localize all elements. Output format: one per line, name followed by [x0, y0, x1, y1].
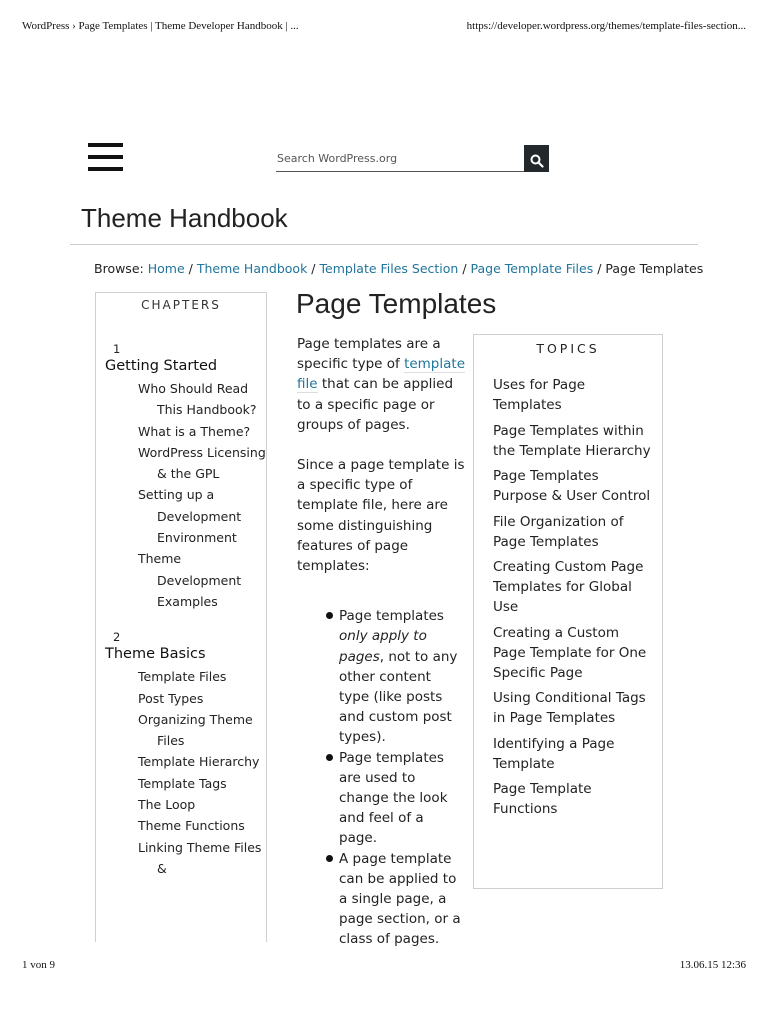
- chapter-item[interactable]: Who Should Read This Handbook?: [138, 381, 257, 418]
- topics-box: [473, 334, 663, 889]
- intro-paragraph: [297, 334, 465, 435]
- chapter-item[interactable]: Theme Functions: [138, 818, 245, 834]
- breadcrumb-separator: /: [597, 261, 602, 276]
- intro-text: Page templates are a specific type of: [297, 336, 441, 373]
- breadcrumb-link-template-files-section[interactable]: Template Files Section: [319, 261, 459, 276]
- chapter-item[interactable]: WordPress Licensing & the GPL: [138, 444, 266, 482]
- print-header: [22, 20, 746, 32]
- chapter-item[interactable]: Organizing Theme Files: [138, 711, 253, 749]
- breadcrumb-separator: /: [462, 261, 467, 276]
- chapter-list-theme-basics: [96, 666, 266, 879]
- print-datetime: 13.06.15 12:36: [679, 959, 746, 971]
- features-list: [297, 606, 465, 949]
- topic-link[interactable]: Creating Custom Page Templates for Global Use: [493, 559, 644, 615]
- page-title: Page Templates: [296, 288, 497, 319]
- breadcrumb-current: Page Templates: [605, 261, 704, 276]
- topic-link[interactable]: Creating a Custom Page Template for One Specific Page: [493, 624, 647, 681]
- chapter-title-getting-started[interactable]: Getting Started: [105, 358, 218, 374]
- features-paragraph: Since a page template is a specific type of template file, here are some distinguishing features of page templates:: [297, 457, 465, 575]
- list-item-text: Page templates: [339, 608, 444, 625]
- print-page-url: https://developer.wordpress.org/themes/template-files-section...: [466, 20, 746, 32]
- search-icon: [530, 154, 544, 168]
- chapter-list-getting-started: [96, 378, 266, 612]
- list-item-emphasis: only apply to pages: [339, 628, 427, 665]
- list-item: Page templates are used to change the look and feel of a page.: [297, 748, 465, 849]
- chapters-heading: CHAPTERS: [141, 298, 221, 312]
- print-page-number: 1 von 9: [22, 959, 55, 971]
- breadcrumb-link-page-template-files[interactable]: Page Template Files: [470, 261, 594, 276]
- topic-link[interactable]: File Organization of Page Templates: [493, 513, 624, 550]
- breadcrumb-prefix: Browse:: [94, 261, 144, 276]
- topic-link[interactable]: Page Template Functions: [493, 781, 592, 817]
- chapter-title-theme-basics[interactable]: Theme Basics: [105, 646, 206, 663]
- breadcrumb: [94, 261, 703, 276]
- list-item-text: , not to any other content type (like posts and custom post types).: [339, 648, 458, 746]
- chapter-item[interactable]: What is a Theme?: [138, 423, 251, 439]
- search-button[interactable]: [524, 145, 549, 172]
- chapter-item[interactable]: Setting up a Development Environment: [138, 487, 242, 546]
- print-footer: [22, 959, 746, 971]
- chapter-item[interactable]: Template Files: [138, 669, 227, 685]
- search-input[interactable]: [276, 145, 526, 172]
- breadcrumb-separator: /: [311, 261, 316, 276]
- topics-heading: TOPICS: [536, 341, 600, 356]
- topic-link[interactable]: Using Conditional Tags in Page Templates: [493, 690, 646, 726]
- list-item: [297, 606, 465, 747]
- topic-link[interactable]: Page Templates within the Template Hierarchy: [493, 422, 651, 459]
- handbook-title[interactable]: Theme Handbook: [81, 203, 288, 233]
- list-item: A page template can be applied to a single page, a page section, or a class of pages.: [297, 849, 465, 950]
- template-file-link[interactable]: template file: [297, 356, 466, 393]
- chapter-number: 1: [113, 342, 121, 356]
- breadcrumb-link-theme-handbook[interactable]: Theme Handbook: [196, 261, 308, 276]
- print-page-title: WordPress › Page Templates | Theme Developer Handbook | ...: [22, 20, 299, 32]
- article-content: [297, 334, 465, 950]
- chapter-item[interactable]: Post Types: [138, 690, 204, 706]
- breadcrumb-link-home[interactable]: Home: [147, 261, 185, 276]
- chapter-item[interactable]: Template Tags: [138, 775, 227, 791]
- chapter-item[interactable]: Template Hierarchy: [138, 754, 260, 770]
- chapter-item[interactable]: Linking Theme Files &: [138, 839, 262, 876]
- chapter-item[interactable]: The Loop: [138, 797, 196, 813]
- hamburger-menu-icon[interactable]: [88, 143, 123, 171]
- chapters-sidebar: [95, 292, 267, 942]
- topic-link[interactable]: Uses for Page Templates: [493, 377, 586, 413]
- topics-list: [474, 375, 662, 819]
- breadcrumb-separator: /: [188, 261, 193, 276]
- header-divider: [70, 244, 698, 245]
- chapter-number: 2: [113, 630, 121, 645]
- intro-text: that can be applied to a specific page or groups of pages.: [297, 376, 454, 433]
- topic-link[interactable]: Identifying a Page Template: [493, 735, 615, 772]
- search-form: [276, 145, 549, 172]
- topic-link[interactable]: Page Templates Purpose & User Control: [493, 468, 651, 504]
- chapter-item[interactable]: Theme Development Examples: [138, 551, 242, 609]
